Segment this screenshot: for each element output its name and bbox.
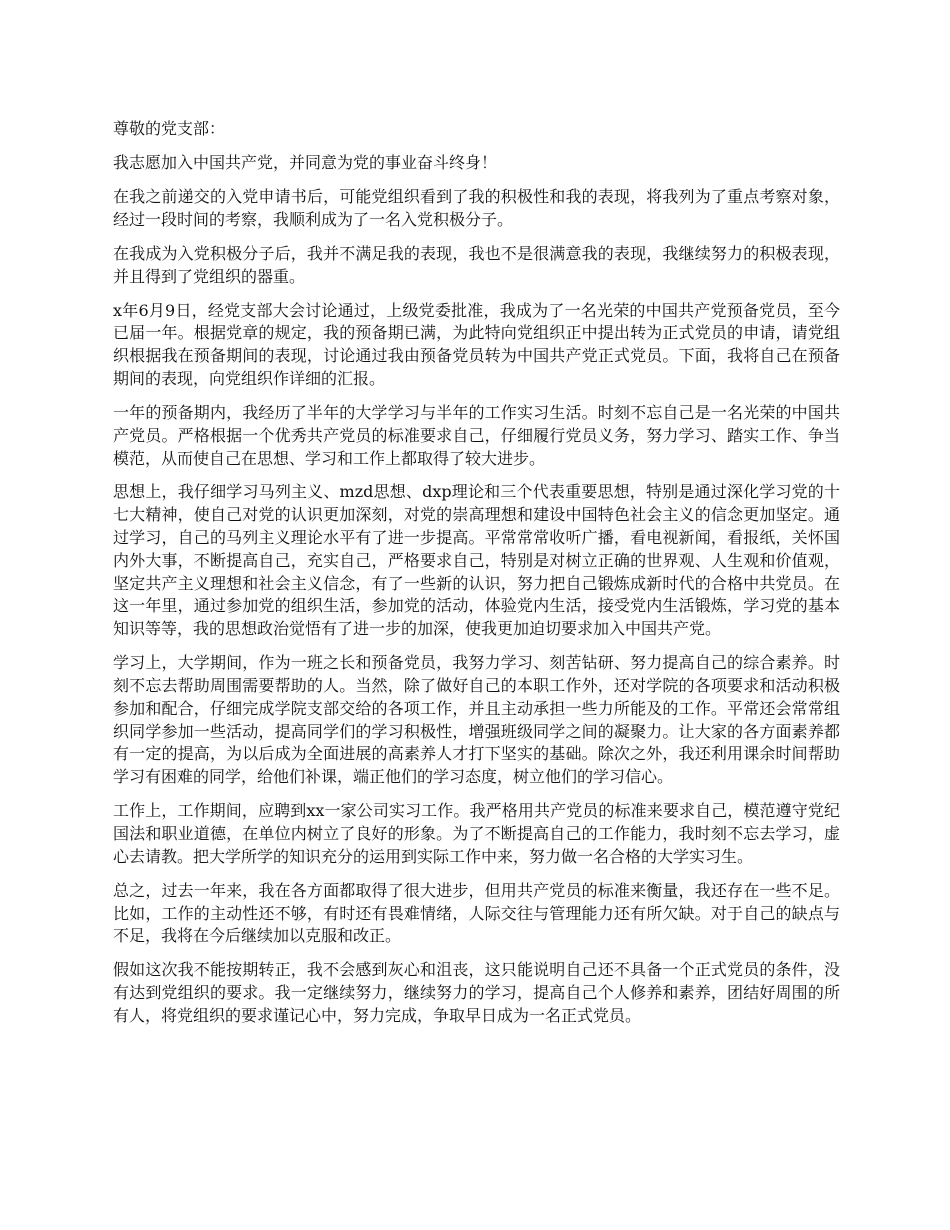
paragraph-study: 学习上，大学期间，作为一班之长和预备党员，我努力学习、刻苦钻研、努力提高自己的综合素养。时刻不忘去帮助周围需要帮助的人。当然，除了做好自己的本职工作外，还对学院的各项要求和活动积极参加和配合，仔细完成学院支部交给的各项工作，并且主动承担一些力所能及的工作。平常还会常常组织同学参加一些活动，提高同学们的学习积极性，增强班级同学之间的凝聚力。让大家的各方面素养都有一定的提高，为以后成为全面进展的高素养人才打下坚实的基础。除次之外，我还利用课余时间帮助学习有困难的同学，给他们补课，端正他们的学习态度，树立他们的学习信心。 <box>113 653 840 787</box>
paragraph-closing: 假如这次我不能按期转正，我不会感到灰心和沮丧，这只能说明自己还不具备一个正式党员的条件，没有达到党组织的要求。我一定继续努力，继续努力的学习，提高自己个人修养和素养，团结好周围的所有人，将党组织的要求谨记心中，努力完成，争取早日成为一名正式党员。 <box>113 960 840 1025</box>
paragraph-work: 工作上，工作期间，应聘到xx一家公司实习工作。我严格用共产党员的标准来要求自己，模范遵守党纪国法和职业道德，在单位内树立了良好的形象。为了不断提高自己的工作能力，我时刻不忘去学习，虚心去请教。把大学所学的知识充分的运用到实际工作中来，努力做一名合格的大学实习生。 <box>113 801 840 866</box>
paragraph-probation-year: 一年的预备期内，我经历了半年的大学学习与半年的工作实习生活。时刻不忘自己是一名光荣的中国共产党员。严格根据一个优秀共产党员的标准要求自己，仔细履行党员义务，努力学习、踏实工作、争当模范，从而使自己在思想、学习和工作上都取得了较大进步。 <box>113 402 840 468</box>
paragraph-pledge: 我志愿加入中国共产党，并同意为党的事业奋斗终身！ <box>113 152 498 172</box>
document-page <box>113 118 840 1039</box>
paragraph-ideology: 思想上，我仔细学习马列主义、mzd思想、dxp理论和三个代表重要思想，特别是通过深化学习党的十七大精神，使自己对党的认识更加深刻，对党的崇高理想和建设中国特色社会主义的信念更加坚定。通过学习，自己的马列主义理论水平有了进一步提高。平常常常收听广播，看电视新闻，看报纸，关怀国内外大事，不断提高自己，充实自己，严格要求自己，特别是对树立正确的世界观、人生观和价值观，坚定共产主义理想和社会主义信念，有了一些新的认识，努力把自己锻炼成新时代的合格中共党员。在这一年里，通过参加党的组织生活，参加党的活动，体验党内生活，接受党内生活锻炼，学习党的基本知识等等，我的思想政治觉悟有了进一步的加深，使我更加迫切要求加入中国共产党。 <box>113 482 840 639</box>
paragraph-application-history: 在我之前递交的入党申请书后，可能党组织看到了我的积极性和我的表现，将我列为了重点考察对象，经过一段时间的考察，我顺利成为了一名入党积极分子。 <box>113 186 840 229</box>
salutation: 尊敬的党支部： <box>113 119 226 138</box>
paragraph-activist-stage: 在我成为入党积极分子后，我并不满足我的表现，我也不是很满意我的表现，我继续努力的积极表现，并且得到了党组织的器重。 <box>113 243 840 286</box>
paragraph-probation-request: x年6月9日，经党支部大会讨论通过，上级党委批准，我成为了一名光荣的中国共产党预备党员，至今已届一年。根据党章的规定，我的预备期已满，为此特向党组织正中提出转为正式党员的申请，请党组织根据我在预备期间的表现，讨论通过我由预备党员转为中国共产党正式党员。下面，我将自己在预备期间的表现，向党组织作详细的汇报。 <box>113 300 840 388</box>
paragraph-summary: 总之，过去一年来，我在各方面都取得了很大进步，但用共产党员的标准来衡量，我还存在一些不足。比如，工作的主动性还不够，有时还有畏难情绪，人际交往与管理能力还有所欠缺。对于自己的缺点与不足，我将在今后继续加以克服和改正。 <box>113 880 840 946</box>
